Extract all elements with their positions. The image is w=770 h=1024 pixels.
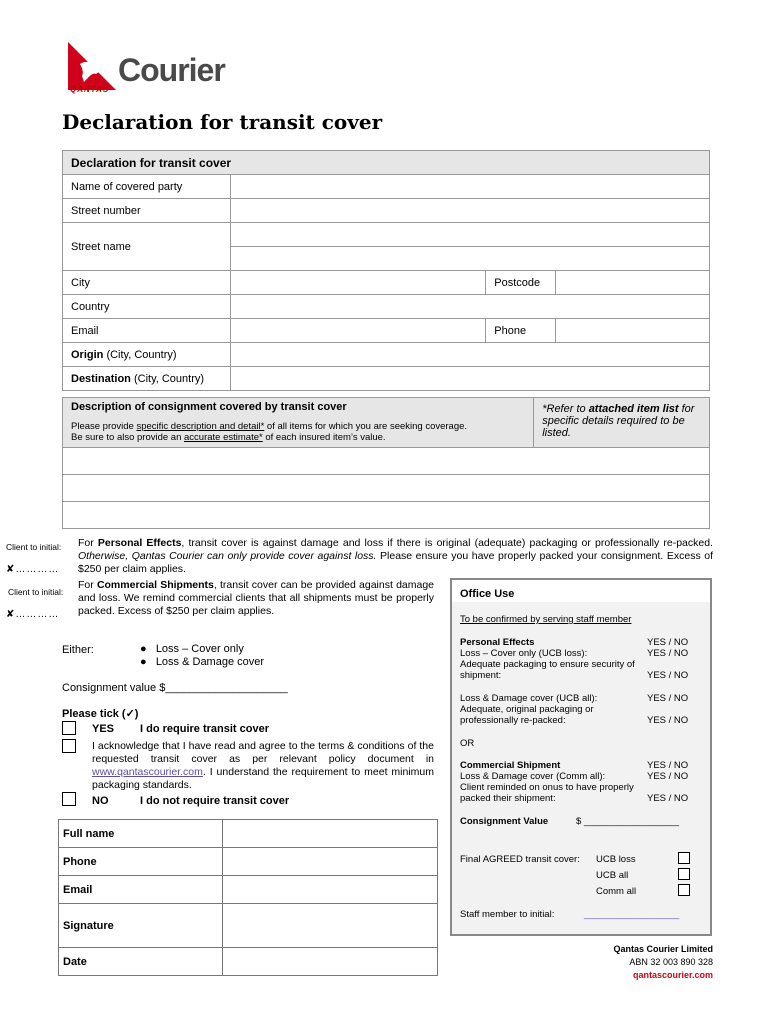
pe-damage-yesno[interactable]: YES / NO xyxy=(647,693,689,704)
postcode-label: Postcode xyxy=(486,271,556,295)
no-text: I do not require transit cover xyxy=(140,795,290,807)
office-use-header: Office Use xyxy=(460,588,515,600)
pe-damage: Loss & Damage cover (UCB all): xyxy=(460,693,598,704)
cs-reminded-yesno[interactable]: YES / NO xyxy=(647,793,689,804)
client-initial-field-1[interactable]: ✘………… xyxy=(6,564,60,575)
either-option-loss: ● Loss – Cover only xyxy=(140,643,244,655)
office-use-panel xyxy=(450,578,712,936)
signature-table xyxy=(58,819,438,976)
client-initial-label-2: Client to initial: xyxy=(8,587,64,597)
yes-label: YES xyxy=(92,723,115,735)
please-tick-label: Please tick (✓) xyxy=(62,708,139,720)
pe-loss: Loss – Cover only (UCB loss): xyxy=(460,648,588,659)
postcode-field[interactable] xyxy=(556,271,710,295)
sig-email-label: Email xyxy=(59,876,223,904)
consignment-header: Description of consignment covered by transit cover xyxy=(71,401,347,413)
refer-note: *Refer to attached item list for specific details required to be listed. xyxy=(534,398,710,448)
destination-label: Destination (City, Country) xyxy=(63,367,231,391)
comm-all-label: Comm all xyxy=(596,886,637,897)
either-label: Either: xyxy=(62,644,94,656)
declaration-form xyxy=(62,150,710,391)
pe-loss-yesno[interactable]: YES / NO xyxy=(647,648,689,659)
either-option-damage: ● Loss & Damage cover xyxy=(140,656,265,668)
origin-field[interactable] xyxy=(230,343,709,367)
country-label: Country xyxy=(63,295,231,319)
full-name-field[interactable] xyxy=(222,820,437,848)
pe-header-yesno[interactable]: YES / NO xyxy=(647,637,689,648)
sig-phone-label: Phone xyxy=(59,848,223,876)
personal-effects-note: For Personal Effects, transit cover is against damage and loss if there is original (adequate) packaging or professionally re-packed. Otherwise, Qantas Courier can only provide cover against loss. Please ensure you have properly packed your consignment. Excess of $250 per claim applies. xyxy=(78,537,713,575)
street-name-field[interactable] xyxy=(230,223,709,247)
city-label: City xyxy=(63,271,231,295)
cv-label: Consignment Value xyxy=(460,816,549,827)
commercial-note: For Commercial Shipments, transit cover can be provided against damage and loss. We remind commercial clients that all shipments must be properly packed. Excess of $250 per claim applies. xyxy=(78,579,435,617)
cs-header: Commercial Shipment xyxy=(460,760,561,771)
ucb-loss-label: UCB loss xyxy=(596,854,636,865)
yes-text: I do require transit cover xyxy=(140,723,269,735)
form-header: Declaration for transit cover xyxy=(63,151,710,175)
acknowledge-text: I acknowledge that I have read and agree to the terms & conditions of the requested transit cover as per relevant policy document in www.qantascourier.com. I understand the requirement to meet minimum packaging standards. xyxy=(92,740,434,791)
email-field[interactable] xyxy=(230,319,485,343)
cs-header-yesno[interactable]: YES / NO xyxy=(647,760,689,771)
consignment-row-2[interactable] xyxy=(63,475,710,502)
pe-adequate2-yesno[interactable]: YES / NO xyxy=(647,715,689,726)
no-checkbox[interactable] xyxy=(62,792,76,806)
ucb-all-checkbox[interactable] xyxy=(678,868,690,880)
acknowledge-checkbox[interactable] xyxy=(62,739,76,753)
page-title: Declaration for transit cover xyxy=(62,110,383,134)
consignment-instructions-2: Be sure to also provide an accurate estimate* of each insured item’s value. xyxy=(71,432,386,443)
consignment-value[interactable]: Consignment value $____________________ xyxy=(62,682,288,694)
pe-adequate: Adequate packaging to ensure security of shipment: xyxy=(460,659,635,681)
consignment-header-cell xyxy=(63,398,534,448)
consignment-table xyxy=(62,397,710,529)
signature-field[interactable] xyxy=(222,904,437,948)
consignment-row-1[interactable] xyxy=(63,448,710,475)
footer-company: Qantas Courier Limited xyxy=(613,944,713,954)
sig-email-field[interactable] xyxy=(222,876,437,904)
pe-adequate2: Adequate, original packaging or professionally re-packed: xyxy=(460,704,594,726)
client-initial-label-1: Client to initial: xyxy=(6,542,62,552)
client-initial-field-2[interactable]: ✘………… xyxy=(6,609,60,620)
street-name-label: Street name xyxy=(63,223,231,271)
either-options xyxy=(140,643,264,669)
office-confirm: To be confirmed by serving staff member xyxy=(460,614,632,625)
phone-field[interactable] xyxy=(556,319,710,343)
name-field[interactable] xyxy=(230,175,709,199)
full-name-label: Full name xyxy=(59,820,223,848)
pe-header: Personal Effects xyxy=(460,637,535,648)
street-number-label: Street number xyxy=(63,199,231,223)
cs-damage: Loss & Damage cover (Comm all): xyxy=(460,771,606,782)
office-or: OR xyxy=(460,738,475,749)
policy-link[interactable]: www.qantascourier.com xyxy=(92,766,203,778)
consignment-row-3[interactable] xyxy=(63,502,710,529)
yes-checkbox[interactable] xyxy=(62,721,76,735)
name-label: Name of covered party xyxy=(63,175,231,199)
city-field[interactable] xyxy=(230,271,485,295)
staff-initial-field[interactable]: __________________ xyxy=(584,909,680,920)
ucb-all-label: UCB all xyxy=(596,870,629,881)
comm-all-checkbox[interactable] xyxy=(678,884,690,896)
destination-field[interactable] xyxy=(230,367,709,391)
cv-value[interactable]: $ __________________ xyxy=(576,816,680,827)
staff-label: Staff member to initial: xyxy=(460,909,555,920)
footer-website[interactable]: qantascourier.com xyxy=(632,970,713,980)
cs-damage-yesno[interactable]: YES / NO xyxy=(647,771,689,782)
ucb-loss-checkbox[interactable] xyxy=(678,852,690,864)
consignment-instructions-1: Please provide specific description and detail* of all items for which you are seeking coverage. xyxy=(71,421,468,432)
logo-brand: Courier xyxy=(118,52,225,88)
logo-sub: QANTAS xyxy=(70,85,110,94)
date-field[interactable] xyxy=(222,948,437,976)
origin-label: Origin (City, Country) xyxy=(63,343,231,367)
cs-reminded: Client reminded on onus to have properly packed their shipment: xyxy=(460,782,634,804)
country-field[interactable] xyxy=(230,295,709,319)
sig-phone-field[interactable] xyxy=(222,848,437,876)
footer-abn: ABN 32 003 890 328 xyxy=(629,957,713,967)
final-label: Final AGREED transit cover: xyxy=(460,854,580,865)
street-name-field-2[interactable] xyxy=(230,247,709,271)
pe-adequate-yesno[interactable]: YES / NO xyxy=(647,670,689,681)
street-number-field[interactable] xyxy=(230,199,709,223)
date-label: Date xyxy=(59,948,223,976)
email-label: Email xyxy=(63,319,231,343)
no-label: NO xyxy=(92,795,109,807)
signature-label: Signature xyxy=(59,904,223,948)
phone-label: Phone xyxy=(486,319,556,343)
